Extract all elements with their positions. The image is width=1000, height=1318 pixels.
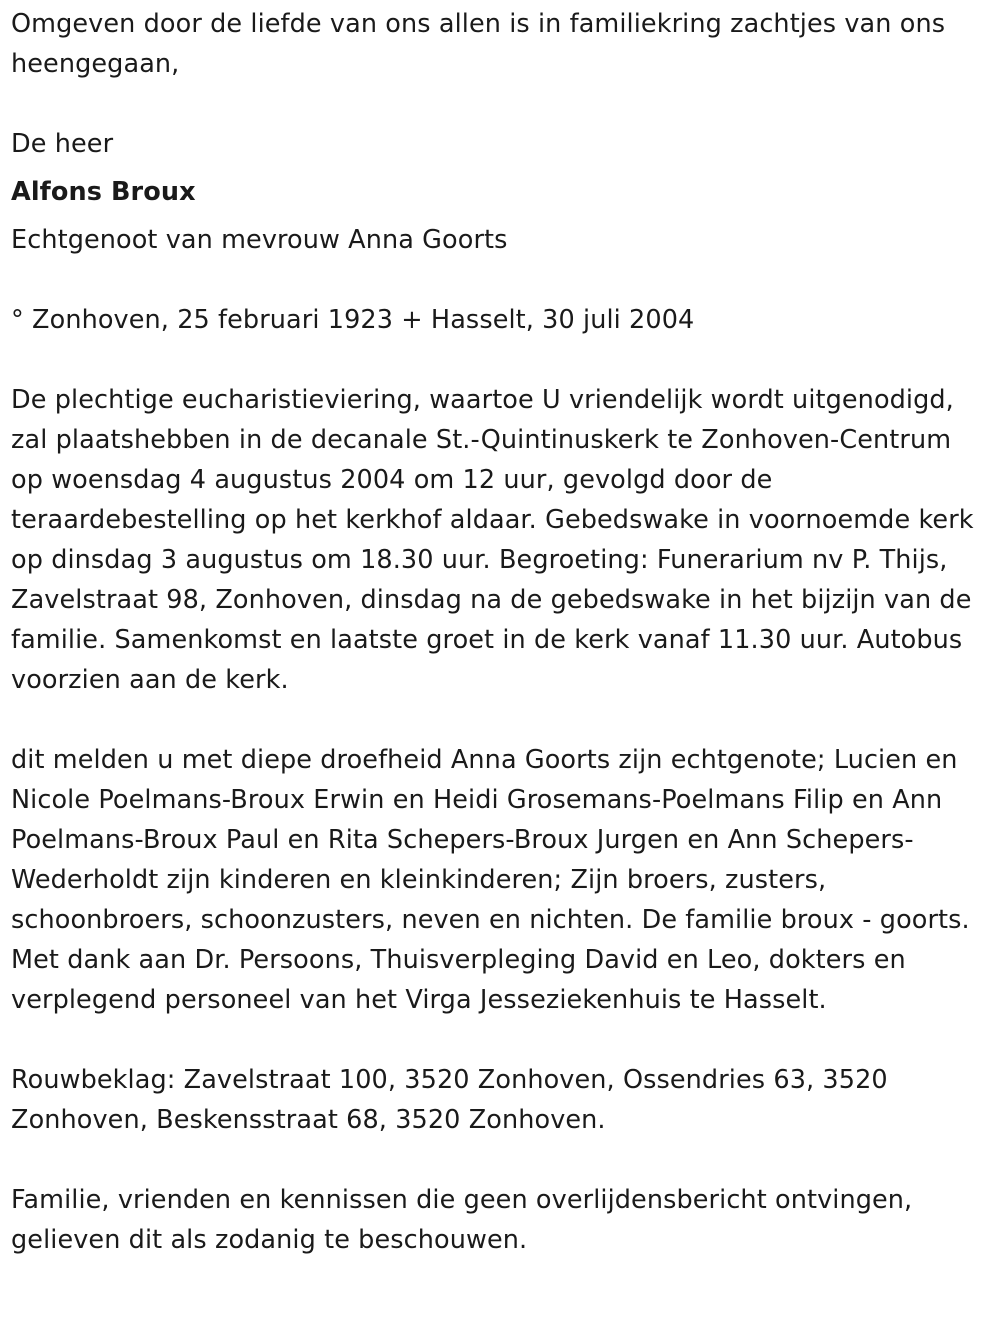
condolences-address: Rouwbeklag: Zavelstraat 100, 3520 Zonhoven, Ossendries 63, 3520 Zonhoven, Beskensstraat 68, 3520 Zonhoven. [11, 1065, 888, 1135]
salutation: De heer [11, 129, 114, 159]
intro-text: Omgeven door de liefde van ons allen is in familiekring zachtjes van ons heengegaan, [11, 9, 946, 79]
birth-death-dates: ° Zonhoven, 25 februari 1923 + Hasselt, 30 juli 2004 [11, 305, 695, 335]
deceased-name: Alfons Broux [11, 177, 196, 207]
spacer [11, 340, 991, 380]
spacer [11, 212, 991, 220]
family-paragraph: dit melden u met diepe droefheid Anna Goorts zijn echtgenote; Lucien en Nicole Poelmans-Broux Erwin en Heidi Grosemans-Poelmans Filip en Ann Poelmans-Broux Paul en Rita Schepers-Broux Jurgen en Ann Schepers-Wederholdt zijn kinderen en kleinkinderen; Zijn broers, zusters, schoonbroers, schoonzusters, neven en nichten. De familie broux - goorts. Met dank aan Dr. Persoons, Thuisverpleging David en Leo, dokters en verplegend personeel van het Virga Jesseziekenhuis te Hasselt. [11, 745, 970, 1015]
spacer [11, 84, 991, 124]
spacer [11, 700, 991, 740]
closing-paragraph: Familie, vrienden en kennissen die geen overlijdensbericht ontvingen, gelieven dit als zodanig te beschouwen. [11, 1185, 913, 1255]
spouse-line: Echtgenoot van mevrouw Anna Goorts [11, 225, 508, 255]
obituary-notice [11, 4, 991, 1260]
spacer [11, 1140, 991, 1180]
spacer [11, 1020, 991, 1060]
spacer [11, 164, 991, 172]
spacer [11, 260, 991, 300]
ceremony-paragraph: De plechtige eucharistieviering, waartoe U vriendelijk wordt uitgenodigd, zal plaatshebben in de decanale St.-Quintinuskerk te Zonhoven-Centrum op woensdag 4 augustus 2004 om 12 uur, gevolgd door de teraardebestelling op het kerkhof aldaar. Gebedswake in voornoemde kerk op dinsdag 3 augustus om 18.30 uur. Begroeting: Funerarium nv P. Thijs, Zavelstraat 98, Zonhoven, dinsdag na de gebedswake in het bijzijn van de familie. Samenkomst en laatste groet in de kerk vanaf 11.30 uur. Autobus voorzien aan de kerk. [11, 385, 974, 695]
